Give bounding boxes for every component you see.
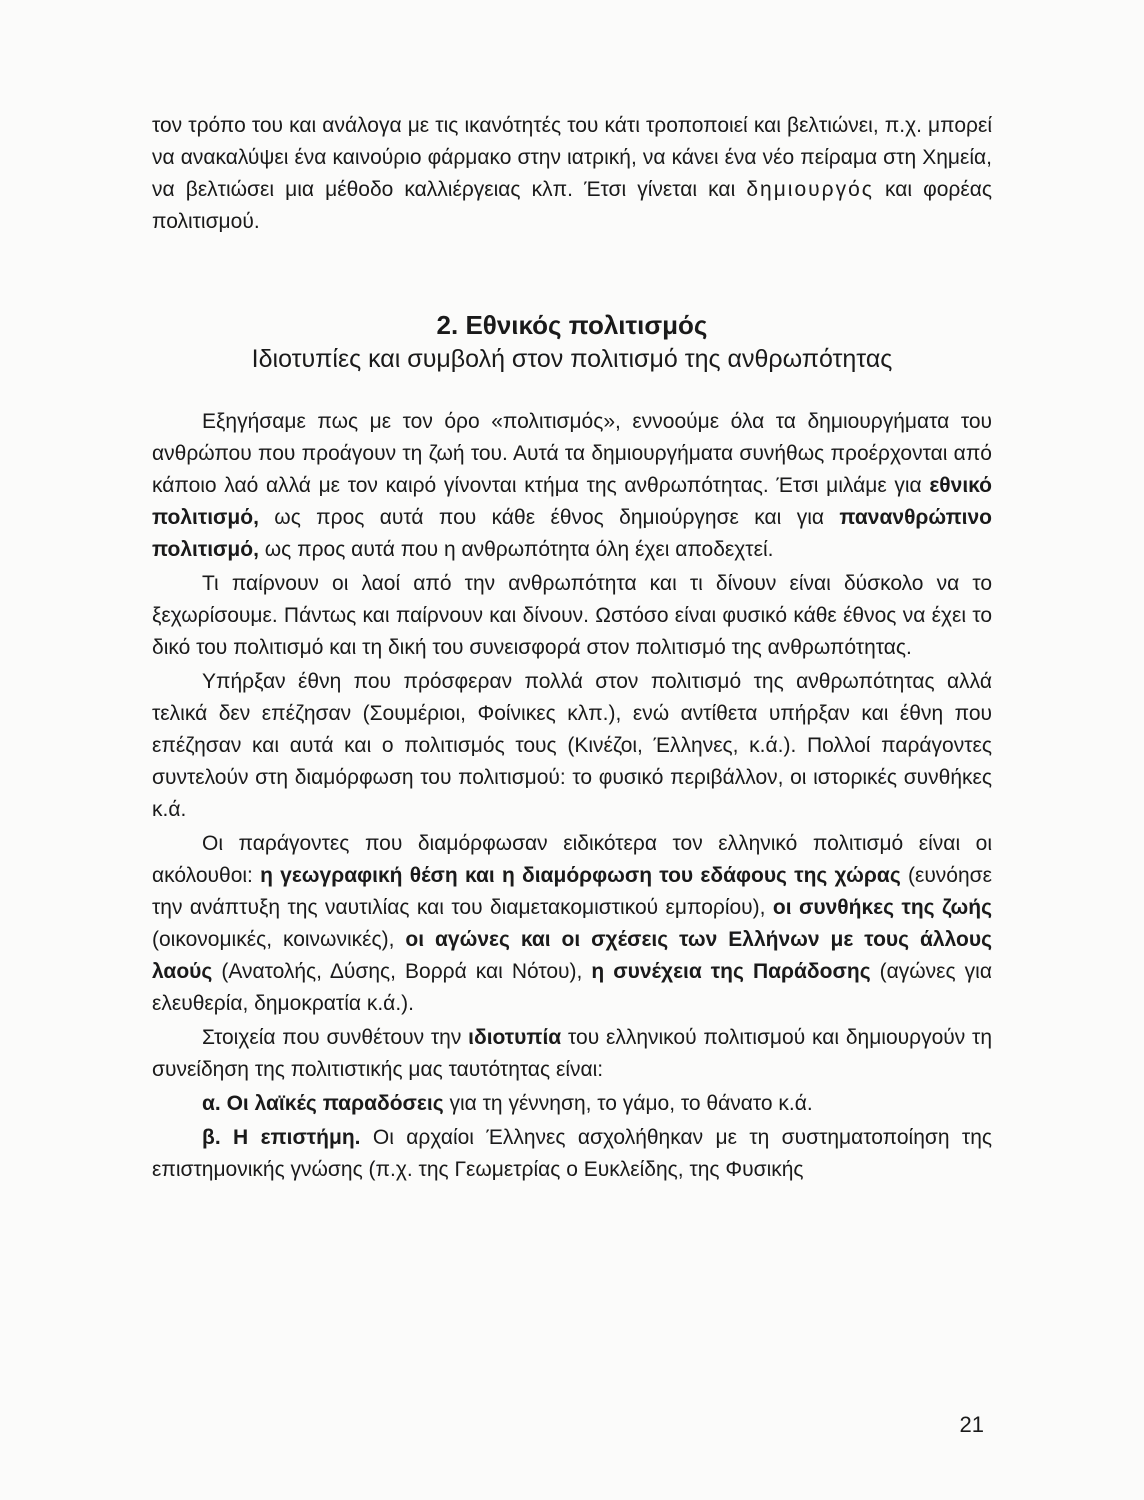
item-b-bold: β. Η επιστήμη. [202,1126,361,1149]
p4-text-4: (Ανατολής, Δύσης, Βορρά και Νότου), [212,960,592,983]
p4-bold-2: οι συνθήκες της ζωής [772,896,992,919]
p4-text-5: (αγώνες για ελευθερία, δημοκρατία κ.ά.). [152,960,992,1015]
section-subtitle: Ιδιοτυπίες και συμβολή στον πολιτισμό της ανθρωπότητας [251,345,893,373]
p1-text-3: ως προς αυτά που η ανθρωπότητα όλη έχει αποδεχτεί. [258,538,774,561]
p4-bold-1: η γεωγραφική θέση και η διαμόρφωση του εδάφους της χώρας [260,864,901,887]
section-title: 2. Εθνικός πολιτισμός [436,310,708,340]
p4-text-1: Οι παράγοντες που διαμόρφωσαν ειδικότερα τον ελληνικό πολιτισμό είναι οι ακόλουθοι: [152,832,992,887]
item-a-text: για τη γέννηση, το γάμο, το θάνατο κ.ά. [443,1092,813,1115]
p1-text-1: Εξηγήσαμε πως με τον όρο «πολιτισμός», εννοούμε όλα τα δημιουργήματα του ανθρώπου που προάγουν τη ζωή του. Αυτά τα δημιουργήματα συνήθως προέρχονται από κάποιο λαό αλλά με τον καιρό γίνονται κτήμα της ανθρωπότητας. Έτσι μιλάμε για [152,410,992,497]
p4-text-3: (οικονομικές, κοινωνικές), [152,928,406,951]
intro-paragraph [152,110,992,238]
p4-text-2: (ευνόησε την ανάπτυξη της ναυτιλίας και του διαμετακομιστικού εμπορίου), [152,864,992,919]
p1-bold-1: εθνικό πολιτισμό, [152,474,992,529]
p5-bold-1: ιδιοτυπία [468,1026,562,1049]
p5-text-1: Στοιχεία που συνθέτουν την [202,1026,469,1049]
intro-text-2: και φορέας πολιτισμού. [152,178,992,233]
intro-spaced-word: δημιουργός [746,178,874,201]
p1-bold-2: πανανθρώπινο πολιτισμό, [152,506,992,561]
p4-bold-3: οι αγώνες και οι σχέσεις των Ελλήνων με τους άλλους λαούς [152,928,992,983]
list-item-b [152,1122,992,1186]
paragraph-5 [152,1022,992,1086]
item-b-text: Οι αρχαίοι Έλληνες ασχολήθηκαν με τη συστηματοποίηση της επιστημονικής γνώσης (π.χ. της Γεωμετρίας ο Ευκλείδης, της Φυσικής [152,1126,992,1181]
page-number: 21 [959,1412,984,1437]
item-a-bold: α. Οι λαϊκές παραδόσεις [202,1092,444,1115]
list-item-a [152,1088,992,1120]
p1-text-2: ως προς αυτά που κάθε έθνος δημιούργησε και για [258,506,840,529]
p5-text-2: του ελληνικού πολιτισμού και δημιουργούν τη συνείδηση της πολιτιστικής μας ταυτότητας είναι: [152,1026,992,1081]
intro-text-1: τον τρόπο του και ανάλογα με τις ικανότητές του κάτι τροποποιεί και βελτιώνει, π.χ. μπορεί να ανακαλύψει ένα καινούριο φάρμακο στην ιατρική, να κάνει ένα νέο πείραμα στη Χημεία, να βελτιώσει μια μέθοδο καλλιέργειας κλπ. Έτσι γίνεται και [152,114,992,201]
paragraph-1 [152,406,992,566]
p4-bold-4: η συνέχεια της Παράδοσης [591,960,871,983]
paragraph-2: Τι παίρνουν οι λαοί από την ανθρωπότητα και τι δίνουν είναι δύσκολο να το ξεχωρίσουμε. Πάντως και παίρνουν και δίνουν. Ωστόσο είναι φυσικό κάθε έθνος να έχει το δικό του πολιτισμό και τη δική του συνεισφορά στον πολιτισμό της ανθρωπότητας. [152,572,992,659]
paragraph-3: Υπήρξαν έθνη που πρόσφεραν πολλά στον πολιτισμό της ανθρωπότητας αλλά τελικά δεν επέζησαν (Σουμέριοι, Φοίνικες κλπ.), ενώ αντίθετα υπήρξαν και έθνη που επέζησαν και αυτά και ο πολιτισμός τους (Κινέζοι, Έλληνες, κ.ά.). Πολλοί παράγοντες συντελούν στη διαμόρφωση του πολιτισμού: το φυσικό περιβάλλον, οι ιστορικές συνθήκες κ.ά. [152,670,992,821]
page-content [152,110,992,1186]
section-heading [152,308,992,376]
paragraph-4 [152,828,992,1020]
